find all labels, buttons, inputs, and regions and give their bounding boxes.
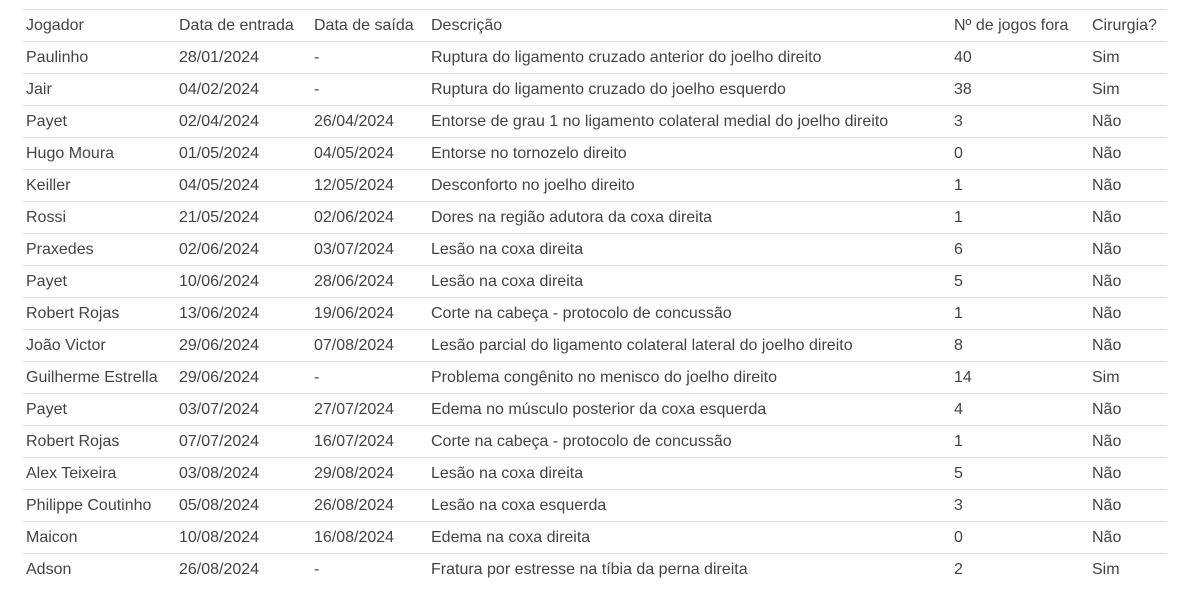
cell-jogos-fora: 1 bbox=[951, 170, 1089, 202]
cell-data-entrada: 26/08/2024 bbox=[176, 554, 311, 586]
cell-cirurgia: Sim bbox=[1089, 42, 1167, 74]
cell-jogos-fora: 38 bbox=[951, 74, 1089, 106]
table-row bbox=[23, 458, 1167, 490]
cell-data-entrada: 21/05/2024 bbox=[176, 202, 311, 234]
table-row bbox=[23, 266, 1167, 298]
table-row bbox=[23, 298, 1167, 330]
column-header-jogador: Jogador bbox=[23, 10, 176, 42]
table-row bbox=[23, 554, 1167, 586]
cell-data-entrada: 01/05/2024 bbox=[176, 138, 311, 170]
cell-jogador: Hugo Moura bbox=[23, 138, 176, 170]
cell-jogos-fora: 0 bbox=[951, 138, 1089, 170]
cell-data-entrada: 04/02/2024 bbox=[176, 74, 311, 106]
cell-descricao: Ruptura do ligamento cruzado anterior do joelho direito bbox=[428, 42, 951, 74]
cell-descricao: Corte na cabeça - protocolo de concussão bbox=[428, 298, 951, 330]
cell-jogador: Keiller bbox=[23, 170, 176, 202]
cell-cirurgia: Não bbox=[1089, 426, 1167, 458]
cell-cirurgia: Sim bbox=[1089, 362, 1167, 394]
cell-cirurgia: Não bbox=[1089, 394, 1167, 426]
cell-data-saida: 12/05/2024 bbox=[311, 170, 428, 202]
cell-jogos-fora: 0 bbox=[951, 522, 1089, 554]
cell-data-saida: 28/06/2024 bbox=[311, 266, 428, 298]
cell-jogos-fora: 4 bbox=[951, 394, 1089, 426]
cell-jogos-fora: 40 bbox=[951, 42, 1089, 74]
column-header-data-entrada: Data de entrada bbox=[176, 10, 311, 42]
cell-descricao: Fratura por estresse na tíbia da perna direita bbox=[428, 554, 951, 586]
table-row bbox=[23, 522, 1167, 554]
cell-data-entrada: 10/06/2024 bbox=[176, 266, 311, 298]
cell-data-entrada: 10/08/2024 bbox=[176, 522, 311, 554]
cell-data-saida: 29/08/2024 bbox=[311, 458, 428, 490]
cell-data-entrada: 29/06/2024 bbox=[176, 330, 311, 362]
table-row bbox=[23, 362, 1167, 394]
cell-jogos-fora: 1 bbox=[951, 298, 1089, 330]
cell-descricao: Lesão na coxa esquerda bbox=[428, 490, 951, 522]
cell-jogador: Payet bbox=[23, 106, 176, 138]
cell-descricao: Lesão na coxa direita bbox=[428, 266, 951, 298]
cell-data-entrada: 13/06/2024 bbox=[176, 298, 311, 330]
cell-data-saida: 04/05/2024 bbox=[311, 138, 428, 170]
cell-cirurgia: Não bbox=[1089, 234, 1167, 266]
cell-jogos-fora: 3 bbox=[951, 490, 1089, 522]
cell-data-entrada: 05/08/2024 bbox=[176, 490, 311, 522]
cell-jogador: Jair bbox=[23, 74, 176, 106]
cell-data-saida: 16/08/2024 bbox=[311, 522, 428, 554]
cell-cirurgia: Não bbox=[1089, 458, 1167, 490]
cell-data-saida: 03/07/2024 bbox=[311, 234, 428, 266]
cell-data-entrada: 02/06/2024 bbox=[176, 234, 311, 266]
cell-cirurgia: Não bbox=[1089, 490, 1167, 522]
cell-data-entrada: 03/08/2024 bbox=[176, 458, 311, 490]
injury-table-container bbox=[23, 9, 1167, 585]
cell-data-saida: - bbox=[311, 362, 428, 394]
cell-jogador: Paulinho bbox=[23, 42, 176, 74]
cell-jogador: João Victor bbox=[23, 330, 176, 362]
cell-data-saida: 26/08/2024 bbox=[311, 490, 428, 522]
cell-jogos-fora: 8 bbox=[951, 330, 1089, 362]
cell-descricao: Corte na cabeça - protocolo de concussão bbox=[428, 426, 951, 458]
cell-jogador: Guilherme Estrella bbox=[23, 362, 176, 394]
cell-data-saida: 27/07/2024 bbox=[311, 394, 428, 426]
cell-descricao: Edema na coxa direita bbox=[428, 522, 951, 554]
cell-data-saida: 16/07/2024 bbox=[311, 426, 428, 458]
cell-cirurgia: Não bbox=[1089, 266, 1167, 298]
cell-jogador: Robert Rojas bbox=[23, 298, 176, 330]
cell-data-entrada: 02/04/2024 bbox=[176, 106, 311, 138]
cell-jogador: Rossi bbox=[23, 202, 176, 234]
cell-cirurgia: Não bbox=[1089, 522, 1167, 554]
table-body bbox=[23, 42, 1167, 586]
cell-descricao: Lesão na coxa direita bbox=[428, 234, 951, 266]
cell-jogos-fora: 3 bbox=[951, 106, 1089, 138]
column-header-data-saida: Data de saída bbox=[311, 10, 428, 42]
cell-jogador: Praxedes bbox=[23, 234, 176, 266]
cell-descricao: Edema no músculo posterior da coxa esquerda bbox=[428, 394, 951, 426]
cell-jogador: Payet bbox=[23, 266, 176, 298]
cell-descricao: Ruptura do ligamento cruzado do joelho esquerdo bbox=[428, 74, 951, 106]
cell-cirurgia: Não bbox=[1089, 330, 1167, 362]
table-row bbox=[23, 202, 1167, 234]
cell-descricao: Lesão parcial do ligamento colateral lateral do joelho direito bbox=[428, 330, 951, 362]
cell-cirurgia: Não bbox=[1089, 202, 1167, 234]
cell-jogos-fora: 5 bbox=[951, 458, 1089, 490]
cell-cirurgia: Não bbox=[1089, 138, 1167, 170]
cell-jogos-fora: 1 bbox=[951, 426, 1089, 458]
cell-data-entrada: 03/07/2024 bbox=[176, 394, 311, 426]
column-header-descricao: Descrição bbox=[428, 10, 951, 42]
injury-table bbox=[23, 9, 1167, 585]
cell-data-saida: 19/06/2024 bbox=[311, 298, 428, 330]
table-row bbox=[23, 170, 1167, 202]
cell-jogador: Alex Teixeira bbox=[23, 458, 176, 490]
cell-data-entrada: 04/05/2024 bbox=[176, 170, 311, 202]
table-row bbox=[23, 394, 1167, 426]
cell-descricao: Entorse de grau 1 no ligamento colateral medial do joelho direito bbox=[428, 106, 951, 138]
cell-data-entrada: 28/01/2024 bbox=[176, 42, 311, 74]
table-row bbox=[23, 426, 1167, 458]
cell-jogador: Adson bbox=[23, 554, 176, 586]
table-row bbox=[23, 42, 1167, 74]
cell-descricao: Entorse no tornozelo direito bbox=[428, 138, 951, 170]
cell-jogador: Payet bbox=[23, 394, 176, 426]
cell-descricao: Desconforto no joelho direito bbox=[428, 170, 951, 202]
cell-jogos-fora: 2 bbox=[951, 554, 1089, 586]
cell-data-saida: - bbox=[311, 42, 428, 74]
cell-descricao: Dores na região adutora da coxa direita bbox=[428, 202, 951, 234]
cell-cirurgia: Não bbox=[1089, 106, 1167, 138]
cell-jogador: Maicon bbox=[23, 522, 176, 554]
table-row bbox=[23, 138, 1167, 170]
cell-jogos-fora: 6 bbox=[951, 234, 1089, 266]
cell-jogos-fora: 1 bbox=[951, 202, 1089, 234]
column-header-cirurgia: Cirurgia? bbox=[1089, 10, 1167, 42]
table-row bbox=[23, 74, 1167, 106]
cell-data-saida: 07/08/2024 bbox=[311, 330, 428, 362]
cell-jogador: Philippe Coutinho bbox=[23, 490, 176, 522]
cell-data-saida: - bbox=[311, 554, 428, 586]
column-header-jogos-fora: Nº de jogos fora bbox=[951, 10, 1089, 42]
cell-cirurgia: Não bbox=[1089, 170, 1167, 202]
cell-data-saida: 26/04/2024 bbox=[311, 106, 428, 138]
cell-cirurgia: Não bbox=[1089, 298, 1167, 330]
header-row bbox=[23, 10, 1167, 42]
cell-cirurgia: Sim bbox=[1089, 554, 1167, 586]
cell-data-saida: - bbox=[311, 74, 428, 106]
table-header bbox=[23, 10, 1167, 42]
table-row bbox=[23, 490, 1167, 522]
table-row bbox=[23, 330, 1167, 362]
cell-data-saida: 02/06/2024 bbox=[311, 202, 428, 234]
table-row bbox=[23, 106, 1167, 138]
table-row bbox=[23, 234, 1167, 266]
cell-jogos-fora: 5 bbox=[951, 266, 1089, 298]
cell-jogador: Robert Rojas bbox=[23, 426, 176, 458]
cell-data-entrada: 07/07/2024 bbox=[176, 426, 311, 458]
cell-cirurgia: Sim bbox=[1089, 74, 1167, 106]
cell-data-entrada: 29/06/2024 bbox=[176, 362, 311, 394]
cell-descricao: Problema congênito no menisco do joelho direito bbox=[428, 362, 951, 394]
cell-jogos-fora: 14 bbox=[951, 362, 1089, 394]
cell-descricao: Lesão na coxa direita bbox=[428, 458, 951, 490]
